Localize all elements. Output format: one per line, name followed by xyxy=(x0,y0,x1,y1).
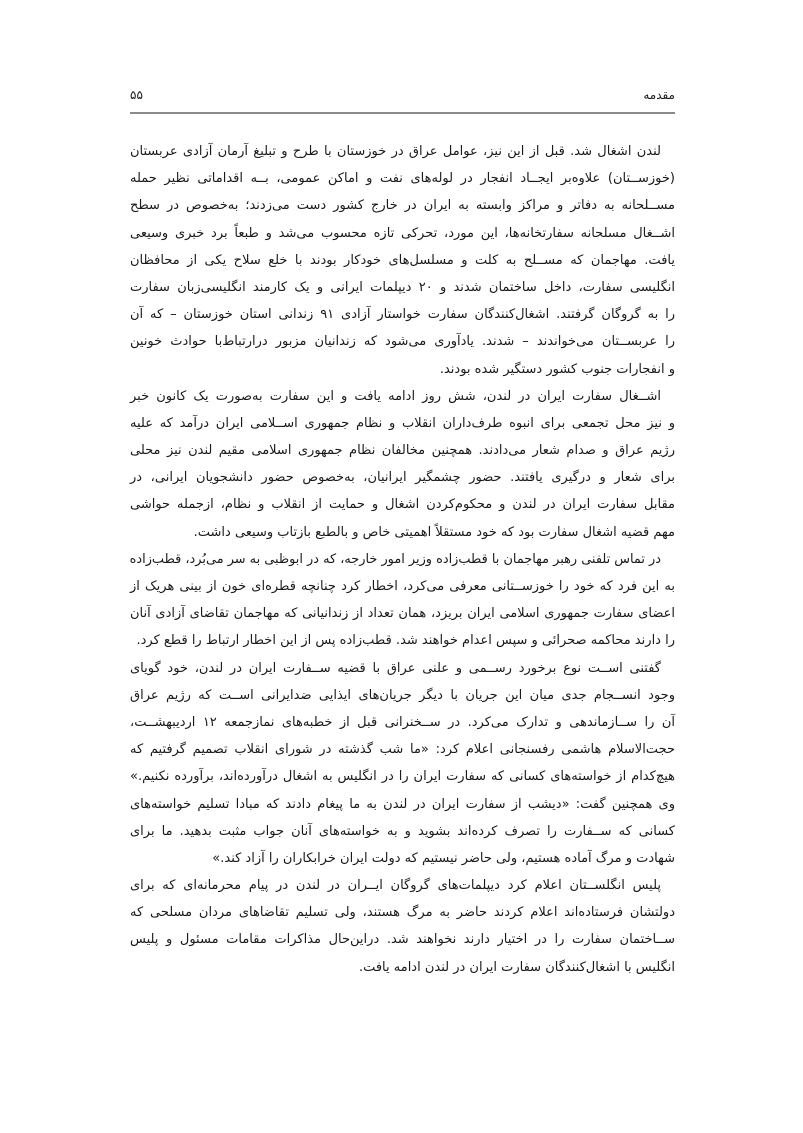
text-line: برای شعار و درگیری یافتند. حضور چشمگیر ایرانیان، به‌خصوص حضور دانشجویان ایرانی، در xyxy=(130,470,675,486)
text-line: اشــغال مسلحانه سفارتخانه‌ها، این مورد، تحرکی تازه محسوب می‌شد و طبعاً برد خبری وسیعی xyxy=(130,225,675,241)
header-rule xyxy=(130,112,675,114)
text-line: حجت‌الاسلام هاشمی رفسنجانی اعلام کرد: «ما شب گذشته در شورای انقلاب تصمیم گرفتیم که xyxy=(130,742,675,758)
text-line: انگلیس با اشغال‌کنندگان سفارت ایران در لندن ادامه یافت. xyxy=(358,959,675,975)
text-line: کسانی که ســفارت را تصرف کرده‌اند بشوید و به خواسته‌های آنان جواب مثبت بدهید. ما برای xyxy=(130,823,675,839)
text-line: را عربســتان می‌خواندند – شدند. یادآوری می‌شود که زندانیان مزبور درارتباط‌با حوادث خونین xyxy=(130,334,675,350)
paragraph xyxy=(130,383,675,546)
text-line: گفتنی اســت نوع برخورد رســمی و علنی عراق با قضیه ســفارت ایران در لندن، خود گویای xyxy=(130,660,661,676)
text-line: به این فرد که خود را خوزســتانی معرفی می‌کرد، اخطار کرد چنانچه قطره‌ای خون از بینی هریک از xyxy=(130,579,675,594)
text-line: وی همچنین گفت: «دیشب از سفارت ایران در لندن به ما پیغام دادند که مبادا تسلیم خواسته‌های xyxy=(130,796,675,812)
text-line: هیچ‌کدام از خواسته‌های کسانی که سفارت ایران را در انگلیس به اشغال درآورده‌اند، برآورده نکنیم.» xyxy=(130,769,675,785)
text-line: مهم قضیه اشغال سفارت بود که خود مستقلاً اهمیتی خاص و بالطبع بازتاب وسیعی داشت. xyxy=(193,524,675,540)
text-line: لندن اشغال شد. قبل از این نیز، عوامل عراق در خوزستان با طرح و تبلیغ آرمان آزادی عربستان xyxy=(130,144,661,159)
text-line: را دارند محاکمه صحرائی و سپس اعدام خواهند شد. قطب‌زاده پس از این اخطار ارتباط را قطع کرد. xyxy=(136,633,675,649)
page-number: ۵۵ xyxy=(130,88,143,102)
text-line: ســاختمان سفارت را در اختیار دارند نخواهند شد. دراین‌حال مذاکرات مقامات مسئول و پلیس xyxy=(130,932,675,948)
text-line: رژیم عراق و صدام شعار می‌دادند. همچنین مخالفان نظام جمهوری اسلامی مقیم لندن نیز محلی xyxy=(130,443,675,459)
text-line: انگلیسی سفارت، داخل ساختمان شدند و ۲۰ دیپلمات ایرانی و یک کارمند انگلیسی‌زبان سفارت xyxy=(130,279,675,295)
text-line: را به گروگان گرفتند. اشغال‌کنندگان سفارت خواستار آزادی ۹۱ زندانی استان خوزستان – که آن xyxy=(130,307,675,323)
text-line: پلیس انگلســتان اعلام کرد دیپلمات‌های گروگان ایــران در لندن در پیام محرمانه‌ای که برای xyxy=(130,878,661,894)
chapter-title: مقدمه xyxy=(643,88,675,102)
text-line: آن را ســازماندهی و تدارک می‌کرد. در ســخنرانی قبل از خطبه‌های نمازجمعه ۱۲ اردیبهشــت، xyxy=(130,714,675,730)
text-line: در تماس تلفنی رهبر مهاجمان با قطب‌زاده وزیر امور خارجه، که در ابوظبی به سر می‌بُرد، قطب‌زاده xyxy=(129,551,661,567)
text-line: و نیز محل تجمعی برای انبوه طرف‌داران انقلاب و نظام جمهوری اســلامی ایران درآمد که علیه xyxy=(130,415,675,431)
text-line: مقابل سفارت ایران در لندن و محکوم‌کردن اشغال و حمایت از انقلاب و نظام، ازجمله حواشی xyxy=(130,497,675,513)
body-text xyxy=(130,138,675,981)
paragraph xyxy=(130,546,675,655)
paragraph xyxy=(130,872,675,981)
text-line: و انفجارات جنوب کشور دستگیر شده بودند. xyxy=(439,361,675,377)
text-line: (خوزســتان) علاوه‌بر ایجــاد انفجار در لوله‌های نفت و اماکن عمومی، بــه اقداماتی نظیر حمله xyxy=(130,171,675,187)
text-line: اعضای سفارت جمهوری اسلامی ایران بریزد، همان تعداد از زندانیانی که مهاجمان تقاضای آزادی آنان xyxy=(130,606,675,622)
text-line: یافت. مهاجمان که مســلح به کلت و مسلسل‌های خودکار بودند با خلع سلاح یکی از محافظان xyxy=(130,252,675,268)
text-line: اشــغال سفارت ایران در لندن، شش روز ادامه یافت و این سفارت به‌صورت یک کانون خبر xyxy=(130,388,661,404)
text-line: دولتشان فرستاده‌اند اعلام کردند حاضر به مرگ هستند، ولی تسلیم تقاضاهای مردان مسلحی که xyxy=(130,905,675,921)
text-line: وجود انســجام جدی میان این جریان با دیگر جریان‌های ایذایی ضدایرانی اســت که رژیم عراق xyxy=(130,687,675,703)
running-header xyxy=(130,88,675,108)
text-line: شهادت و مرگ آماده هستیم، ولی حاضر نیستیم که دولت ایران خرابکاران را آزاد کند.» xyxy=(212,850,675,866)
paragraph xyxy=(130,138,675,383)
paragraph xyxy=(130,655,675,873)
text-line: مســلحانه به دفاتر و مراکز وابسته به ایران در خارج کشور دست می‌زدند؛ به‌خصوص در سطح xyxy=(130,198,675,214)
